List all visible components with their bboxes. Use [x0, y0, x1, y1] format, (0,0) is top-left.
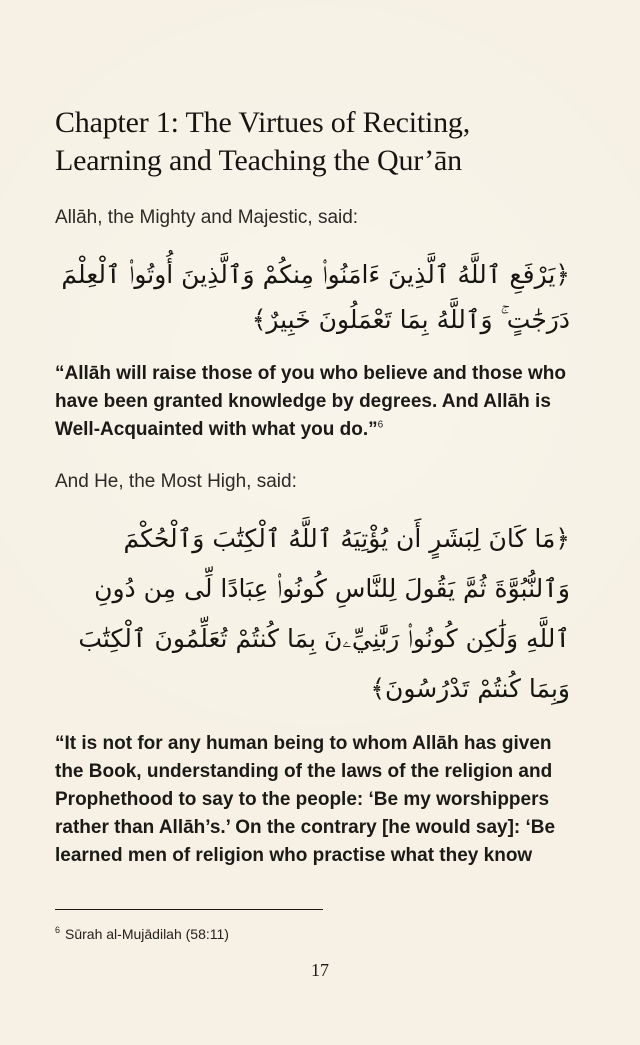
footnote-number: 6 — [55, 925, 61, 936]
footnote — [55, 924, 229, 944]
verse-one-translation — [55, 360, 570, 444]
footnote-text: Sūrah al-Mujādilah (58:11) — [65, 926, 229, 942]
quoted-verse-section-one — [55, 204, 570, 444]
verse-two-arabic: ﴿مَا كَانَ لِبَشَرٍ أَن يُؤْتِيَهُ ٱللَّهُ ٱلْكِتَٰبَ وَٱلْحُكْمَ وَٱلنُّبُوَّةَ ثُمَّ يَقُولَ لِلنَّاسِ كُونُوا۟ عِبَادًا لِّى مِن دُونِ ٱللَّهِ وَلَٰكِن كُونُوا۟ رَبَّٰنِيِّۦنَ بِمَا كُنتُمْ تُعَلِّمُونَ ٱلْكِتَٰبَ وَبِمَا كُنتُمْ تَدْرُسُونَ﴾ — [78, 524, 570, 703]
verse-two-translation: “It is not for any human being to whom Allāh has given the Book, understanding of the laws of the religion and Prophethood to say to the people: ‘Be my worshippers rather than Allāh’s.’ On the contrary [he would say]: ‘Be learned men of religion who practise what they know — [55, 733, 556, 866]
verse-two-intro: And He, the Most High, said: — [55, 471, 297, 492]
quoted-verse-section-two — [55, 468, 570, 870]
verse-one-translation-text: “Allāh will raise those of you who believe and those who have been granted knowledge by degrees. And Allāh is Well-Acquainted with what you do.” — [55, 363, 566, 440]
footnote-divider — [55, 909, 323, 910]
chapter-title: Chapter 1: The Virtues of Reciting, Learning and Teaching the Qur’ān — [55, 106, 471, 177]
verse-one-arabic: ﴿يَرْفَعِ ٱللَّهُ ٱلَّذِينَ ءَامَنُوا۟ مِنكُمْ وَٱلَّذِينَ أُوتُوا۟ ٱلْعِلْمَ دَرَجَٰتٍ ۚ وَٱللَّهُ بِمَا تَعْمَلُونَ خَبِيرٌ﴾ — [61, 260, 570, 334]
page-number: 17 — [311, 960, 329, 980]
footnote-reference: 6 — [377, 419, 384, 431]
verse-one-intro: Allāh, the Mighty and Majestic, said: — [55, 207, 359, 228]
